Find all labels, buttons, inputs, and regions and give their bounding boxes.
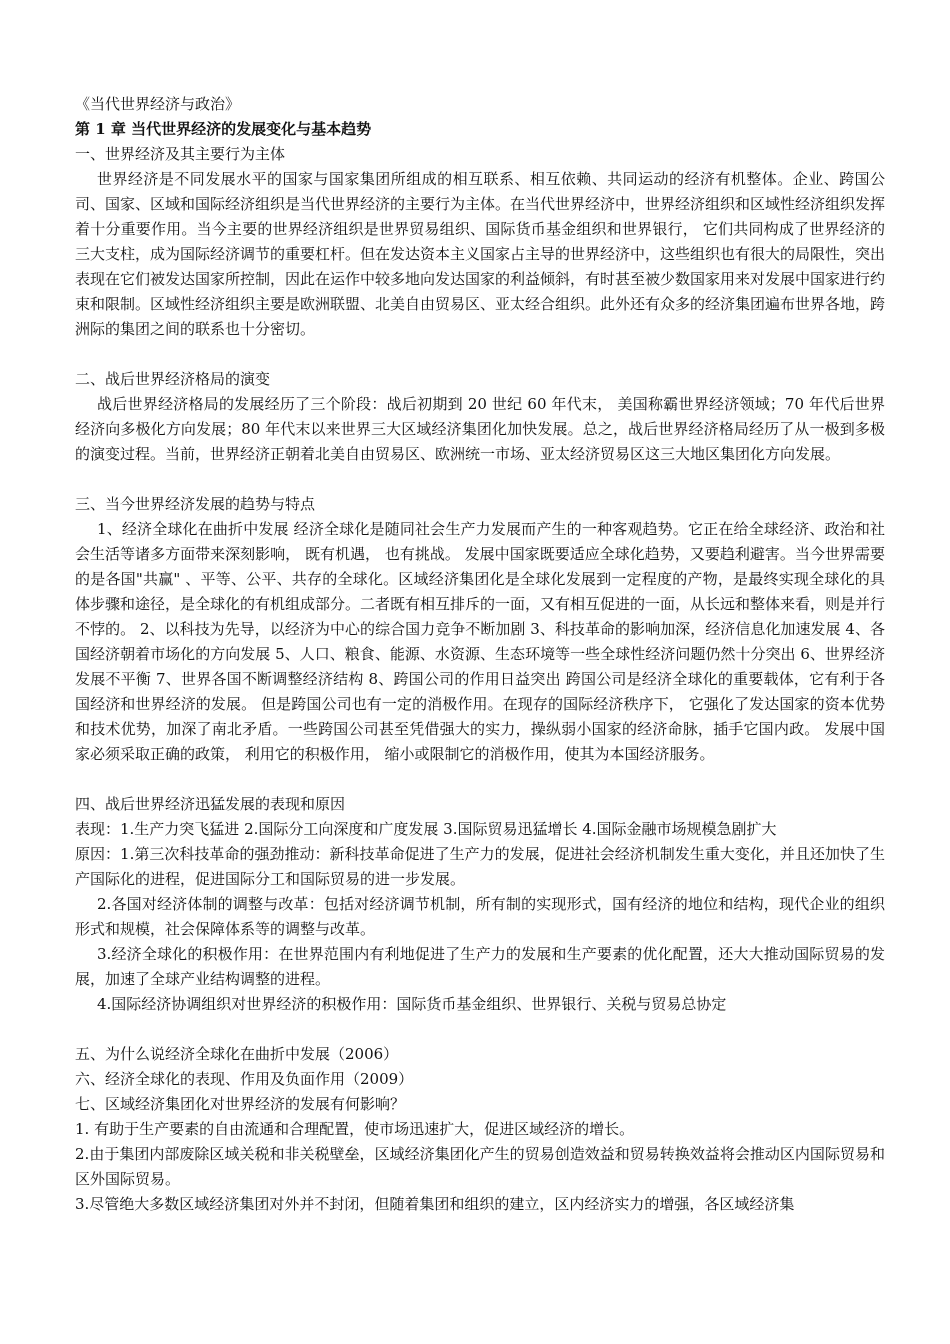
section-1-heading: 一、世界经济及其主要行为主体 <box>75 145 286 163</box>
section-6-heading: 六、经济全球化的表现、作用及负面作用（2009） <box>75 1070 414 1088</box>
section-4-heading: 四、战后世界经济迅猛发展的表现和原因 <box>75 795 346 813</box>
spacer <box>75 767 885 792</box>
section-7-item-2: 2.由于集团内部废除区域关税和非关税壁垒，区域经济集团化产生的贸易创造效益和贸易转换效益将会推动区内国际贸易和区外国际贸易。 <box>75 1145 885 1188</box>
section-4-reason-1: 原因：1.第三次科技革命的强劲推动：新科技革命促进了生产力的发展，促进社会经济机制发生重大变化，并且还加快了生产国际化的进程，促进国际分工和国际贸易的进一步发展。 <box>75 845 885 888</box>
section-2-heading: 二、战后世界经济格局的演变 <box>75 370 271 388</box>
section-7-heading: 七、区域经济集团化对世界经济的发展有何影响？ <box>75 1095 406 1113</box>
section-3-heading: 三、当今世界经济发展的趋势与特点 <box>75 495 316 513</box>
spacer <box>75 1017 885 1042</box>
doc-title: 《当代世界经济与政治》 <box>75 95 241 113</box>
section-4-manifestations: 表现：1.生产力突飞猛进 2.国际分工向深度和广度发展 3.国际贸易迅猛增长 4.国际金融市场规模急剧扩大 <box>75 820 777 838</box>
section-3-paragraph: 1、经济全球化在曲折中发展 经济全球化是随同社会生产力发展而产生的一种客观趋势。它正在给全球经济、政治和社会生活等诸多方面带来深刻影响， 既有机遇， 也有挑战。 发展中国家既要适应全球化趋势，又要趋利避害。当今世界需要的是各国"共赢" 、平等、公平、共存的全球化。区域经济集团化是全球化发展到一定程度的产物，是最终实现全球化的具体步骤和途径，是全球化的有机组成部分。二者既有相互排斥的一面，又有相互促进的一面，从长远和整体来看，则是并行不悖的。 2、以科技为先导，以经济为中心的综合国力竞争不断加剧 3、科技革命的影响加深，经济信息化加速发展 4、各国经济朝着市场化的方向发展 5、人口、粮食、能源、水资源、生态环境等一些全球性经济问题仍然十分突出 6、世界经济发展不平衡 7、世界各国不断调整经济结构 8、跨国公司的作用日益突出 跨国公司是经济全球化的重要载体，它有利于各国经济和世界经济的发展。 但是跨国公司也有一定的消极作用。在现存的国际经济秩序下， 它强化了发达国家的资本优势和技术优势，加深了南北矛盾。一些跨国公司甚至凭借强大的实力，操纵弱小国家的经济命脉，插手它国内政。 发展中国家必须采取正确的政策， 利用它的积极作用， 缩小或限制它的消极作用，使其为本国经济服务。 <box>75 520 886 763</box>
section-2-paragraph: 战后世界经济格局的发展经历了三个阶段：战后初期到 20 世纪 60 年代末， 美国称霸世界经济领域；70 年代后世界经济向多极化方向发展；80 年代末以来世界三大区域经济集团化加快发展。总之，战后世界经济格局经历了从一极到多极的演变过程。当前，世界经济正朝着北美自由贸易区、欧洲统一市场、亚太经济贸易区这三大地区集团化方向发展。 <box>75 395 885 463</box>
section-7-item-1: 1. 有助于生产要素的自由流通和合理配置，使市场迅速扩大，促进区域经济的增长。 <box>75 1120 635 1138</box>
section-4-reason-3: 3.经济全球化的积极作用：在世界范围内有利地促进了生产力的发展和生产要素的优化配置，还大大推动国际贸易的发展，加速了全球产业结构调整的进程。 <box>75 945 885 988</box>
section-4-reason-4: 4.国际经济协调组织对世界经济的积极作用：国际货币基金组织、世界银行、关税与贸易总协定 <box>97 995 727 1013</box>
document-page <box>75 92 885 1217</box>
chapter-title: 第 1 章 当代世界经济的发展变化与基本趋势 <box>75 120 372 138</box>
section-7-item-3: 3.尽管绝大多数区域经济集团对外并不封闭，但随着集团和组织的建立，区内经济实力的增强，各区域经济集 <box>75 1195 795 1213</box>
section-1-paragraph: 世界经济是不同发展水平的国家与国家集团所组成的相互联系、相互依赖、共同运动的经济有机整体。企业、跨国公司、国家、区域和国际经济组织是当代世界经济的主要行为主体。在当代世界经济中，世界经济组织和区域性经济组织发挥着十分重要作用。当今主要的世界经济组织是世界贸易组织、国际货币基金组织和世界银行， 它们共同构成了世界经济的三大支柱，成为国际经济调节的重要杠杆。但在发达资本主义国家占主导的世界经济中，这些组织也有很大的局限性，突出表现在它们被发达国家所控制，因此在运作中较多地向发达国家的利益倾斜，有时甚至被少数国家用来对发展中国家进行约束和限制。区域性经济组织主要是欧洲联盟、北美自由贸易区、亚太经合组织。此外还有众多的经济集团遍布世界各地，跨洲际的集团之间的联系也十分密切。 <box>75 170 886 338</box>
section-5-heading: 五、为什么说经济全球化在曲折中发展（2006） <box>75 1045 399 1063</box>
section-4-reason-2: 2.各国对经济体制的调整与改革：包括对经济调节机制，所有制的实现形式，国有经济的地位和结构，现代企业的组织形式和规模，社会保障体系等的调整与改革。 <box>75 895 885 938</box>
spacer <box>75 342 885 367</box>
spacer <box>75 467 885 492</box>
